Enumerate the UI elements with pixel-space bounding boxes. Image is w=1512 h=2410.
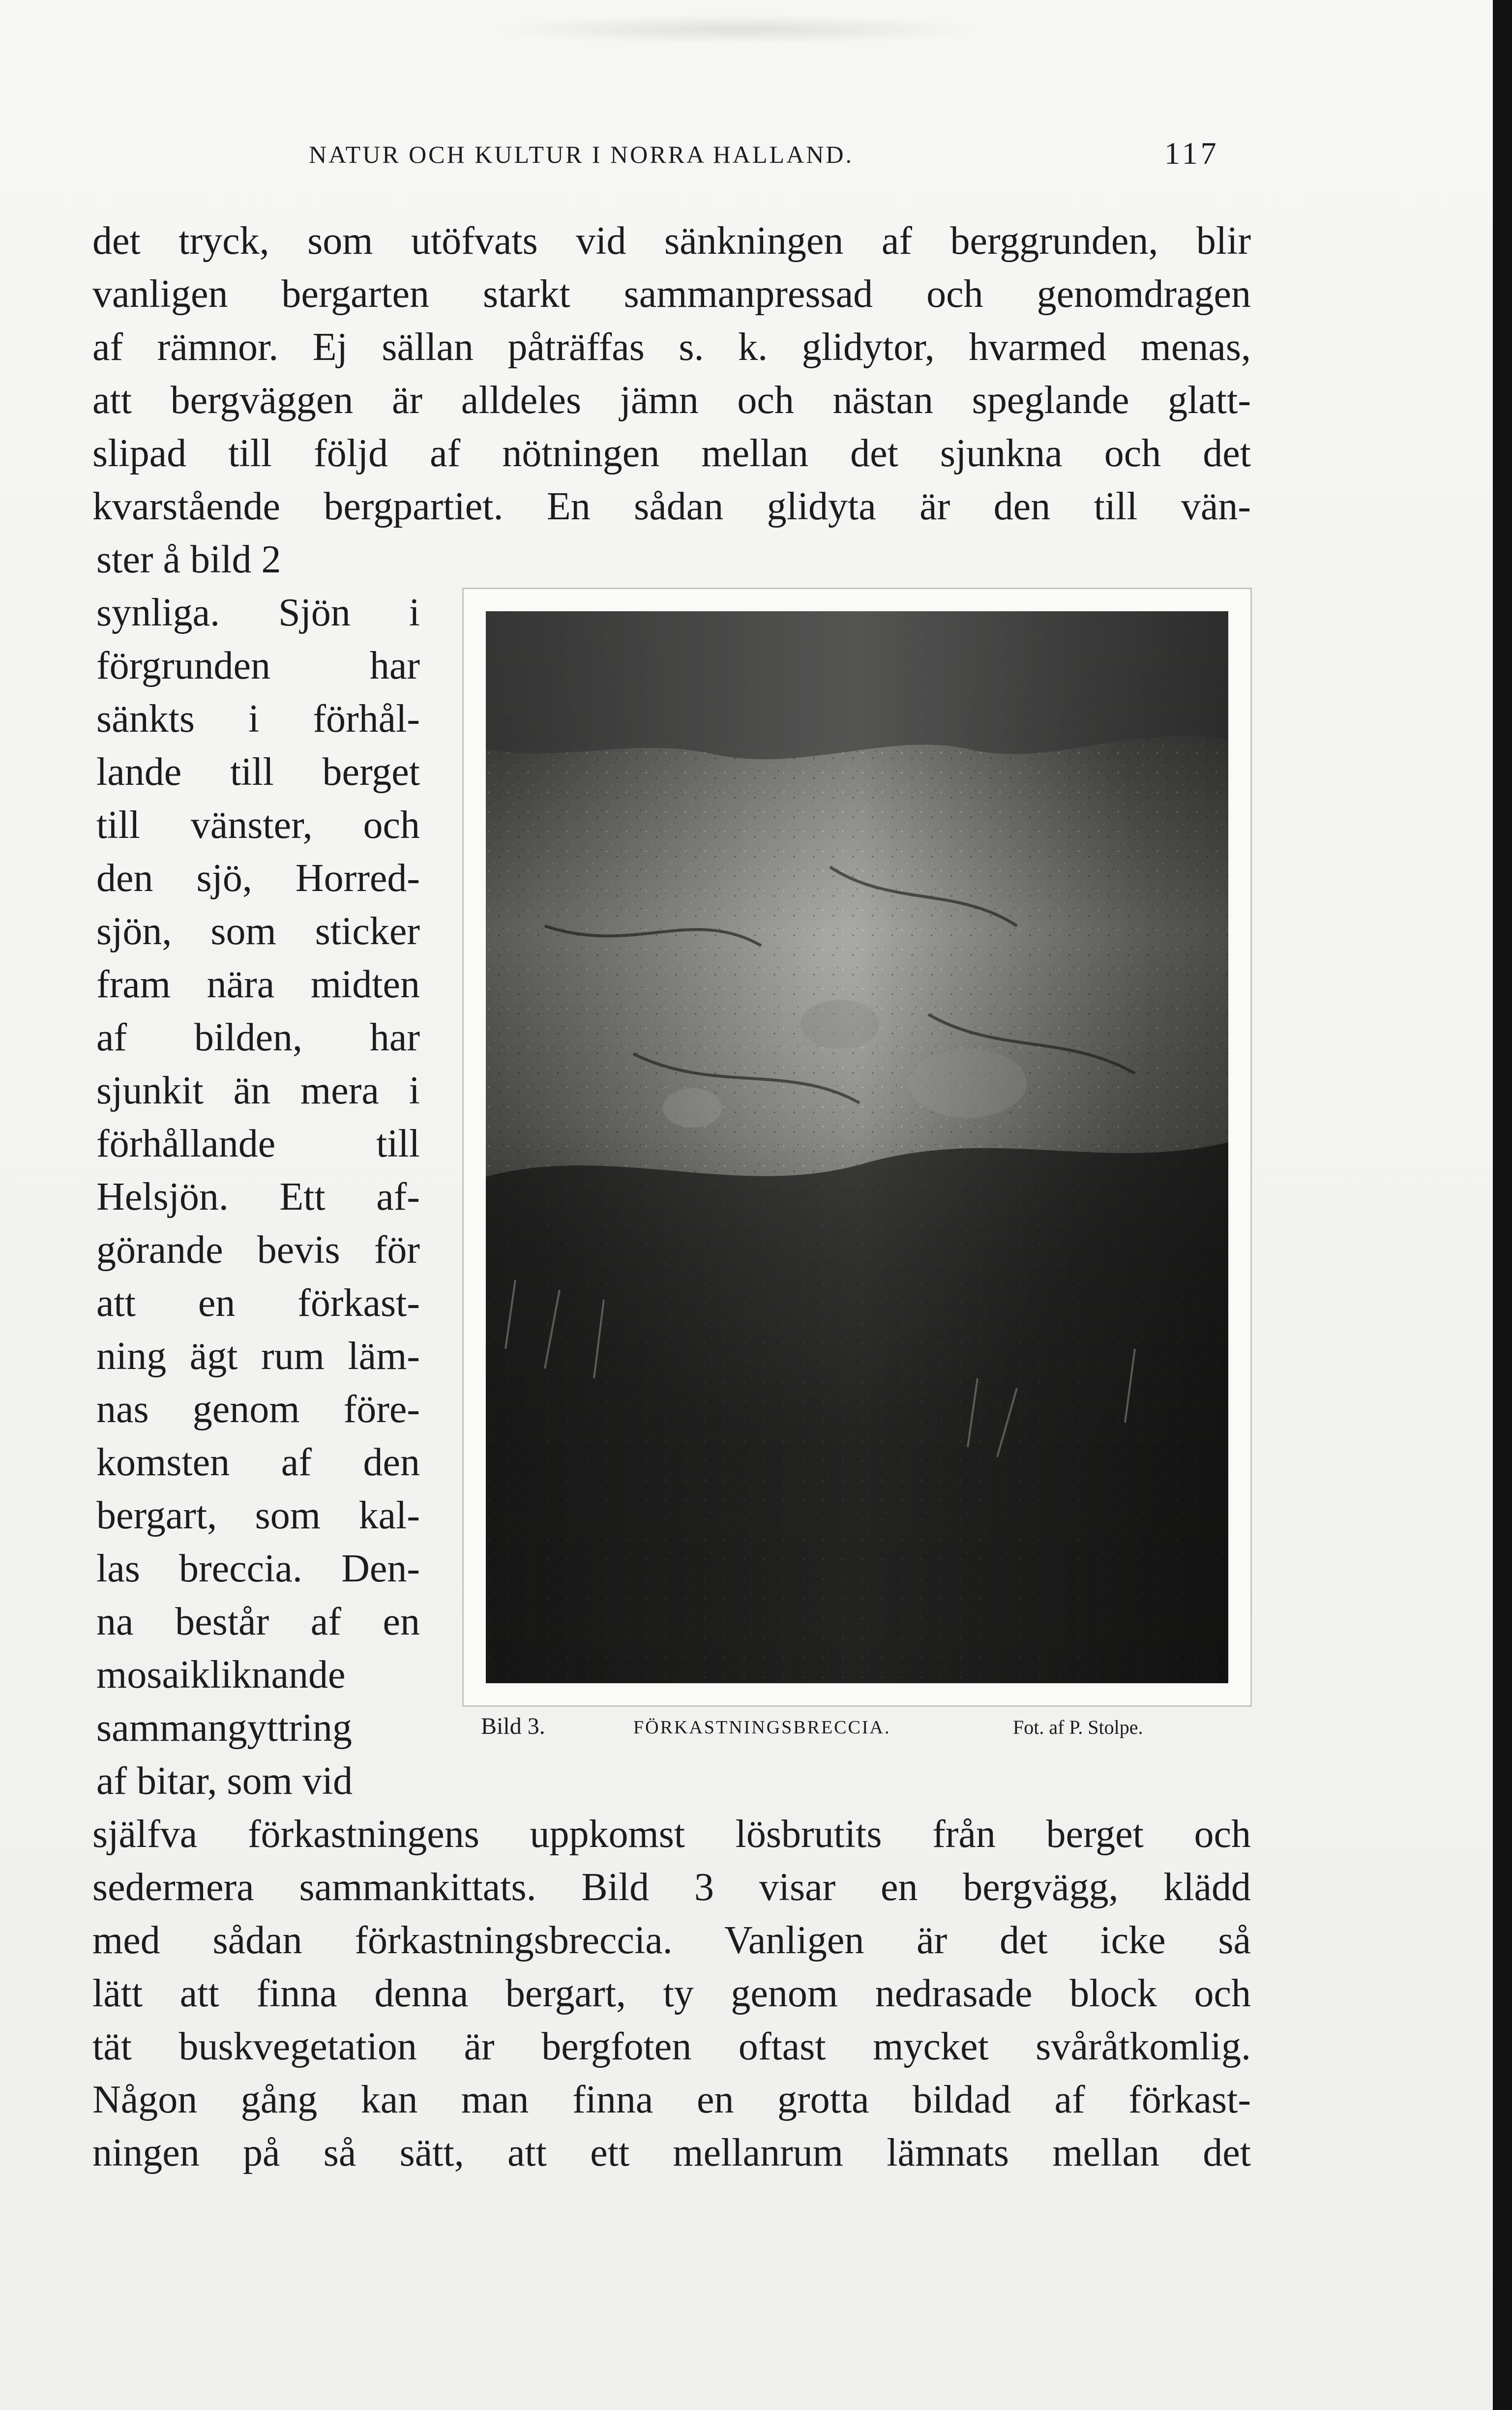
text-line: Helsjön. Ett af- [96,1175,420,1219]
running-title: NATUR OCH KULTUR I NORRA HALLAND. [309,141,854,168]
text-line: komsten af den [96,1441,420,1484]
text-line: förhållande till [96,1122,420,1165]
text-line: kvarstående bergpartiet. En sådan glidyta är den till vän- [92,485,1251,528]
text-line: na består af en [96,1600,420,1643]
text-line: själfva förkastningens uppkomst lösbrutits från berget och [92,1813,1251,1856]
text-line: sänkts i förhål- [96,697,420,741]
text-line: det tryck, som utöfvats vid sänkningen af berggrunden, blir [92,219,1251,263]
text-line: vanligen bergarten starkt sammanpressad och genomdragen [92,272,1251,316]
figure-title: FÖRKASTNINGSBRECCIA. [633,1717,891,1738]
scan-edge [1493,0,1512,2410]
text-line: af bilden, har [96,1016,420,1059]
text-line: af rämnor. Ej sällan påträffas s. k. glidytor, hvarmed menas, [92,326,1251,369]
text-line: sammangyttring [96,1706,352,1750]
text-line: af bitar, som vid [96,1759,353,1803]
text-line: lande till berget [96,750,420,794]
rock-photo-illustration [486,611,1228,1683]
text-line: förgrunden har [96,644,420,687]
text-line: lätt att finna denna bergart, ty genom nedrasade block och [92,1972,1251,2015]
figure-frame [462,588,1252,1707]
text-line: ningen på så sätt, att ett mellanrum lämnats mellan det [92,2131,1251,2174]
text-line: Någon gång kan man finna en grotta bildad af förkast- [92,2078,1251,2121]
text-line: att en förkast- [96,1281,420,1325]
scan-smudge [492,15,983,44]
text-line: sjön, som sticker [96,910,420,953]
text-line: las breccia. Den- [96,1547,420,1590]
text-line: ning ägt rum läm- [96,1335,420,1378]
figure-photo [486,611,1228,1683]
figure-caption [0,1713,1512,1752]
text-line: ster å bild 2 [96,538,281,581]
figure-credit: Fot. af P. Stolpe. [1013,1716,1143,1738]
text-line: fram nära midten [96,963,420,1006]
text-line: bergart, som kal- [96,1494,420,1537]
page-number: 117 [1164,136,1219,171]
text-line: den sjö, Horred- [96,857,420,900]
text-line: synliga. Sjön i [96,591,420,634]
text-line: tät buskvegetation är bergfoten oftast mycket svåråtkomlig. [92,2025,1251,2068]
text-line: mosaikliknande [96,1653,346,1696]
text-line: att bergväggen är alldeles jämn och nästan speglande glatt- [92,379,1251,422]
text-line: sedermera sammankittats. Bild 3 visar en bergvägg, klädd [92,1866,1251,1909]
text-line: nas genom före- [96,1388,420,1431]
text-line: slipad till följd af nötningen mellan det sjunkna och det [92,432,1251,475]
text-line: görande bevis för [96,1228,420,1272]
text-line: till vänster, och [96,803,420,847]
text-line: sjunkit än mera i [96,1069,420,1112]
running-head [0,136,1512,179]
figure-label: Bild 3. [481,1713,545,1739]
text-line: med sådan förkastningsbreccia. Vanligen är det icke så [92,1919,1251,1962]
